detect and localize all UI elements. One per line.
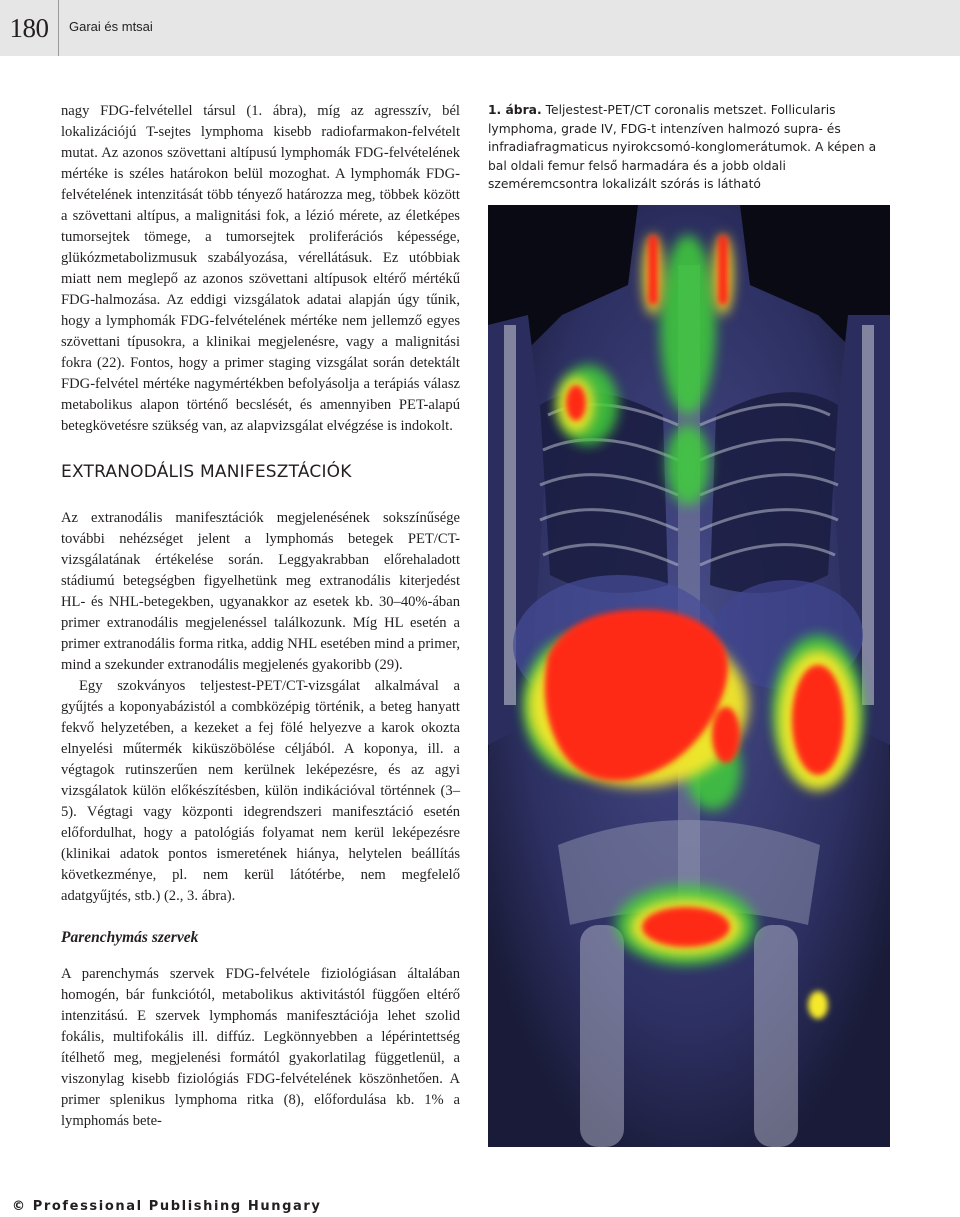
footer [12,1199,321,1214]
running-head: Garai és mtsai [69,19,153,34]
figure-caption-label: 1. ábra. [488,103,542,117]
figure-caption-block [488,101,892,194]
publisher-name: Professional Publishing Hungary [32,1199,322,1214]
body-paragraph: Az extranodális manifesztációk megjelenésének sokszínűsége további nehézséget jelent a lymphomás betegek PET/CT-vizsgálatának értékelése során. Leggyakrabban előrehaladott stádiumú betegségben figyelhetünk meg extranodális kiterjedést HL- és NHL-betegekben, ugyanakkor az esetek kb. 30–40%-ában primer extranodális megjelenéssel találkozunk. Míg HL esetén a primer extranodális forma ritka, addig NHL esetében mind a primer, mind a szekunder extranodális megjelenés gyakoribb (29). [61,510,460,673]
right-femur [580,925,624,1147]
section-heading: EXTRANODÁLIS MANIFESZTÁCIÓK [61,462,352,482]
figure-caption-text: Teljestest-PET/CT coronalis metszet. Follicularis lymphoma, grade IV, FDG-t intenzíven halmozó supra- és infradiafragmaticus nyirokcsomó-konglomerátumok. A képen a bal oldali femur felső harmadára és a jobb oldali szeméremcsontra lokalizált szórás is látható [488,103,877,191]
copyright-icon: © [12,1199,27,1214]
body-paragraph: Egy szokványos teljestest-PET/CT-vizsgálat alkalmával a gyűjtés a koponyabázistól a combközépig történik, a beteg hanyatt fekvő helyzetében, a kezeket a fej fölé helyezve a karok okozta elnyelési műtermék kiküszöbölése céljából. A koponya, ill. a végtagok rutinszerűen nem kerülnek leképezésre, és az agyi vizsgálatok külön előkészítésben, külön indikációval történnek (3–5). Végtagi vagy központi idegrendszeri manifesztáció esetén előfordulhat, hogy a patológiás folyamat nem kerül leképezésre (klinikai adatok pontos ismeretének hiánya, helytelen beállítás következménye, pl. nem kerül látótérbe, nem megfelelő adatgyűjtés, stb.) (2., 3. ábra). [61,678,460,904]
left-column [61,101,460,1132]
left-lung [710,392,838,593]
header-bar [0,0,960,56]
left-humerus [862,325,874,705]
figure-caption [488,101,892,194]
body-paragraph: nagy FDG-felvétellel társul (1. ábra), míg az agresszív, bél lokalizációjú T-sejtes lymphoma kisebb radiofarmakon-felvételt mutat. Az azonos szövettani altípusú lymphomák FDG-felvételének mértéke is széles határokon belül mozoghat. A lymphomák FDG-felvételének intenzitását több tényező határozza meg, többek között a szövettani altípus, a malignitási fok, a lézió mérete, az életképes tumorsejtek tömege, a tumorsejtek proliferációs képessége, glükózmetabolizmusuk szabályozása, vérellátásuk. Ez utóbbiak miatt nem meglepő az azonos szövettani altípusok eltérő mértékű FDG-halmozása. Az eddigi vizsgálatok adatai alapján úgy tűnik, hogy a lymphomák FDG-felvételének mértéke nem jellemző egyes szövettani típusokra, a klinikai megjelenésre, vagy a malignitási fokra (22). Fontos, hogy a primer staging vizsgálat során detektált FDG-felvétel mértéke nagymértékben befolyásolja a terápiás válasz metabolikus alapon történő becslését, és amennyiben PET-alapú betegkövetésre szükség van, az alapvizsgálat elvégzése is indokolt. [61,103,460,434]
pet-ct-illustration [488,205,890,1147]
page-number: 180 [0,0,59,56]
subsection-heading: Parenchymás szervek [61,929,199,946]
pet-ct-coronal-image [488,205,890,1147]
left-femur [754,925,798,1147]
body-paragraph: A parenchymás szervek FDG-felvétele fiziológiásan általában homogén, bár funkciótól, metabolikus aktivitástól függően eltérő intenzitású. E szervek lymphomás manifesztációja lehet szolid fokális, multifokális ill. diffúz. Legkönnyebben a lépérintettség ítélhető meg, megjelenési formától gyakorlatilag függetlenül, a viszonylag kisebb fiziológiás FDG-felvételének köszönhetően. A primer splenikus lymphoma ritka (8), előfordulása kb. 1% a lymphomás bete- [61,966,460,1129]
